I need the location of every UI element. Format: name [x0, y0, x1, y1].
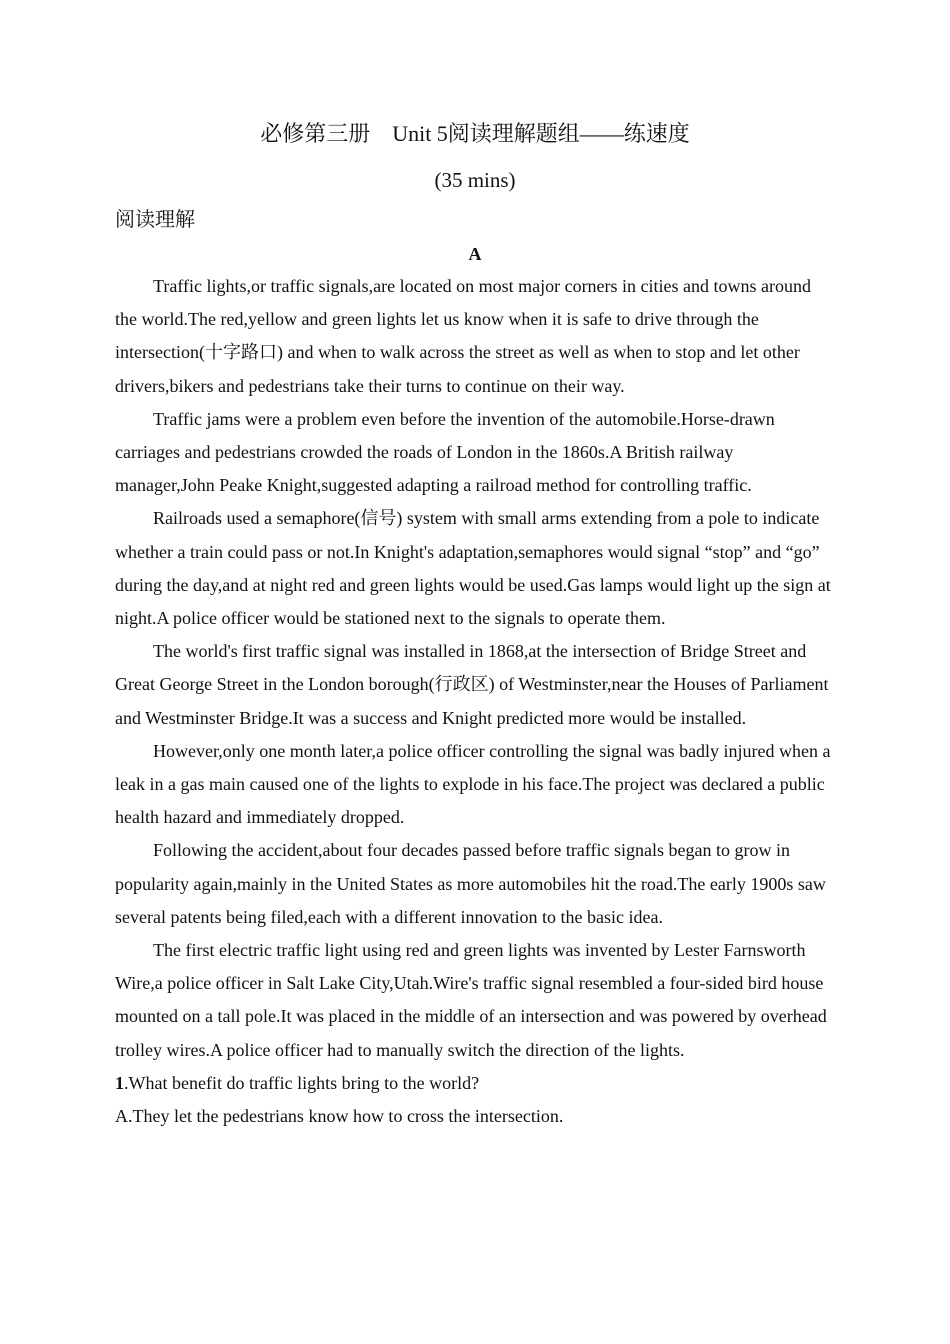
- paragraph: The first electric traffic light using red and green lights was invented by Lester Farnsworth Wire,a police officer in Salt Lake City,Utah.Wire's traffic signal resembled a four-sided bird house mounted on a tall pole.It was placed in the middle of an intersection and was powered by overhead trolley wires.A police officer had to manually switch the direction of the lights.: [115, 940, 827, 1060]
- passage-body: [115, 270, 835, 1133]
- paragraph: Following the accident,about four decades passed before traffic signals began to grow in popularity again,mainly in the United States as more automobiles hit the road.The early 1900s saw several patents being filed,each with a different innovation to the basic idea.: [115, 840, 826, 927]
- paragraph: However,only one month later,a police officer controlling the signal was badly injured when a leak in a gas main caused one of the lights to explode in his face.The project was declared a public health hazard and immediately dropped.: [115, 740, 831, 828]
- passage-label: A: [468, 244, 482, 264]
- question-number: 1: [115, 1072, 124, 1093]
- paragraph: The world's first traffic signal was installed in 1868,at the intersection of Bridge Street and Great George Street in the London borough(行政区) of Westminster,near the Houses of Parliament and Westminster Bridge.It was a success and Knight predicted more would be installed.: [115, 641, 829, 728]
- paragraph: Traffic jams were a problem even before the invention of the automobile.Horse-drawn carriages and pedestrians crowded the roads of London in the 1860s.A British railway manager,John Peake Knight,suggested adapting a railroad method for controlling traffic.: [115, 408, 775, 496]
- paragraph: Traffic lights,or traffic signals,are located on most major corners in cities and towns around the world.The red,yellow and green lights let us know when it is safe to drive through the intersection(十字路口) and when to walk across the street as well as when to stop and let other drivers,bikers and pedestrians take their turns to continue on their way.: [115, 276, 812, 396]
- question-1: [115, 1067, 835, 1100]
- paragraph: Railroads used a semaphore(信号) system with small arms extending from a pole to indicate whether a train could pass or not.In Knight's adaptation,semaphores would signal “stop” and “go” during the day,and at night red and green lights would be used.Gas lamps would light up the sign at night.A police officer would be stationed next to the signals to operate them.: [115, 508, 831, 629]
- question-text: .What benefit do traffic lights bring to the world?: [124, 1072, 480, 1093]
- option-a: A.They let the pedestrians know how to cross the intersection.: [115, 1106, 564, 1127]
- document-title: 必修第三册 Unit 5阅读理解题组——练速度: [260, 121, 690, 146]
- time-limit: (35 mins): [434, 168, 516, 192]
- section-heading: 阅读理解: [115, 207, 195, 231]
